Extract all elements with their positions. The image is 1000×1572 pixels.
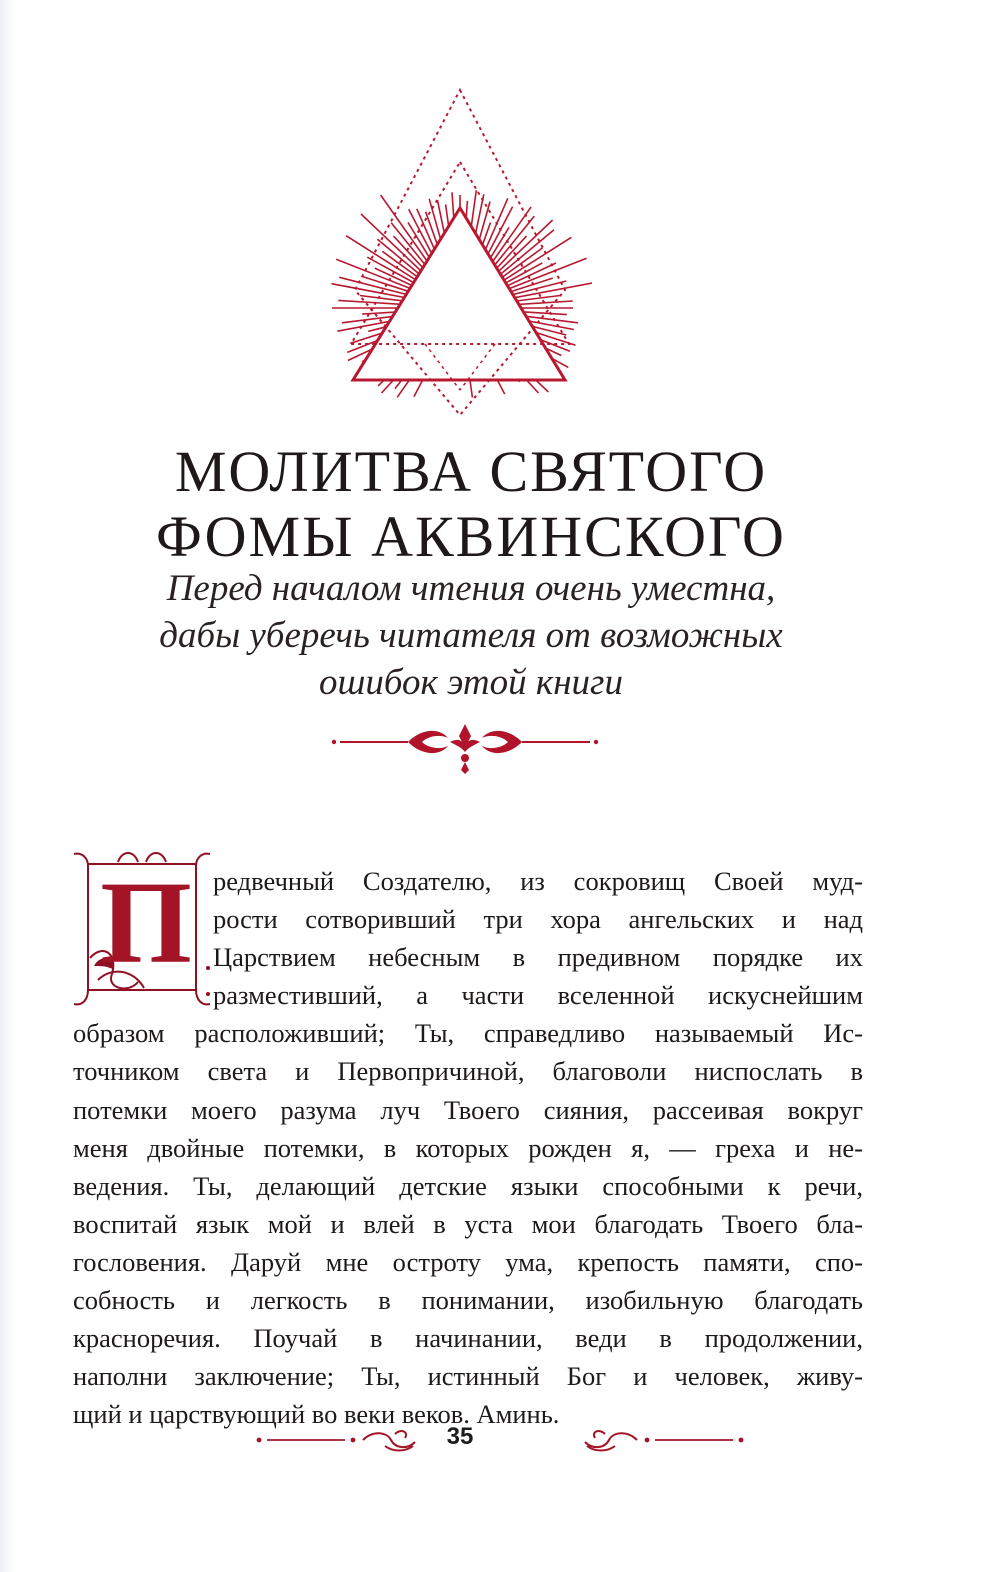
- footer-ornament: [255, 1420, 745, 1460]
- subtitle: [0, 565, 942, 706]
- page-number: 35: [446, 1423, 474, 1450]
- radiant-triangle-emblem: [322, 80, 592, 425]
- title-line-1: МОЛИТВА СВЯТОГО: [174, 439, 768, 504]
- text-line: разместивший, а части вселенной искуснейшим: [213, 980, 863, 1011]
- subtitle-line: Перед началом чтения очень уместна,: [166, 568, 776, 609]
- text-line: редвечный Создателю, из сокровищ Своей муд-: [213, 866, 863, 896]
- page-edge-shadow: [0, 0, 14, 1572]
- text-line: меня двойные потемки, в которых рожден я, — греха и не-: [73, 1132, 863, 1163]
- subtitle-line: ошибок этой книги: [318, 662, 623, 703]
- text-line: точником света и Первопричиной, благоволи ниспослать в: [73, 1056, 863, 1087]
- ornamental-divider: [330, 718, 600, 776]
- text-line: ведения. Ты, делающий детские языки способными к речи,: [73, 1170, 863, 1201]
- text-line: наполни заключение; Ты, истинный Бог и человек, живу-: [73, 1361, 863, 1392]
- dropcap-letter: П: [100, 857, 192, 988]
- text-line: воспитай язык мой и влей в уста мои благодать Твоего бла-: [73, 1208, 863, 1239]
- text-line: гословения. Даруй мне остроту ума, крепость памяти, спо-: [73, 1246, 863, 1277]
- text-line: потемки моего разума луч Твоего сияния, рассеивая вокруг: [73, 1094, 863, 1125]
- text-line: красноречия. Поучай в начинании, веди в продолжении,: [73, 1323, 863, 1354]
- text-line: Царствием небесным в предивном порядке их: [213, 942, 863, 973]
- text-line: щий и царствующий во веки веков. Аминь.: [73, 1399, 560, 1430]
- text-line: собность и легкость в понимании, изобильную благодать: [73, 1285, 863, 1316]
- title-line-2: ФОМЫ АКВИНСКОГО: [156, 504, 786, 569]
- prayer-text: [73, 857, 863, 1433]
- subtitle-line: дабы уберечь читателя от возможных: [159, 615, 783, 656]
- text-line: рости сотворивший три хора ангельских и над: [213, 904, 863, 935]
- text-line: образом расположивший; Ты, справедливо называемый Ис-: [73, 1018, 863, 1049]
